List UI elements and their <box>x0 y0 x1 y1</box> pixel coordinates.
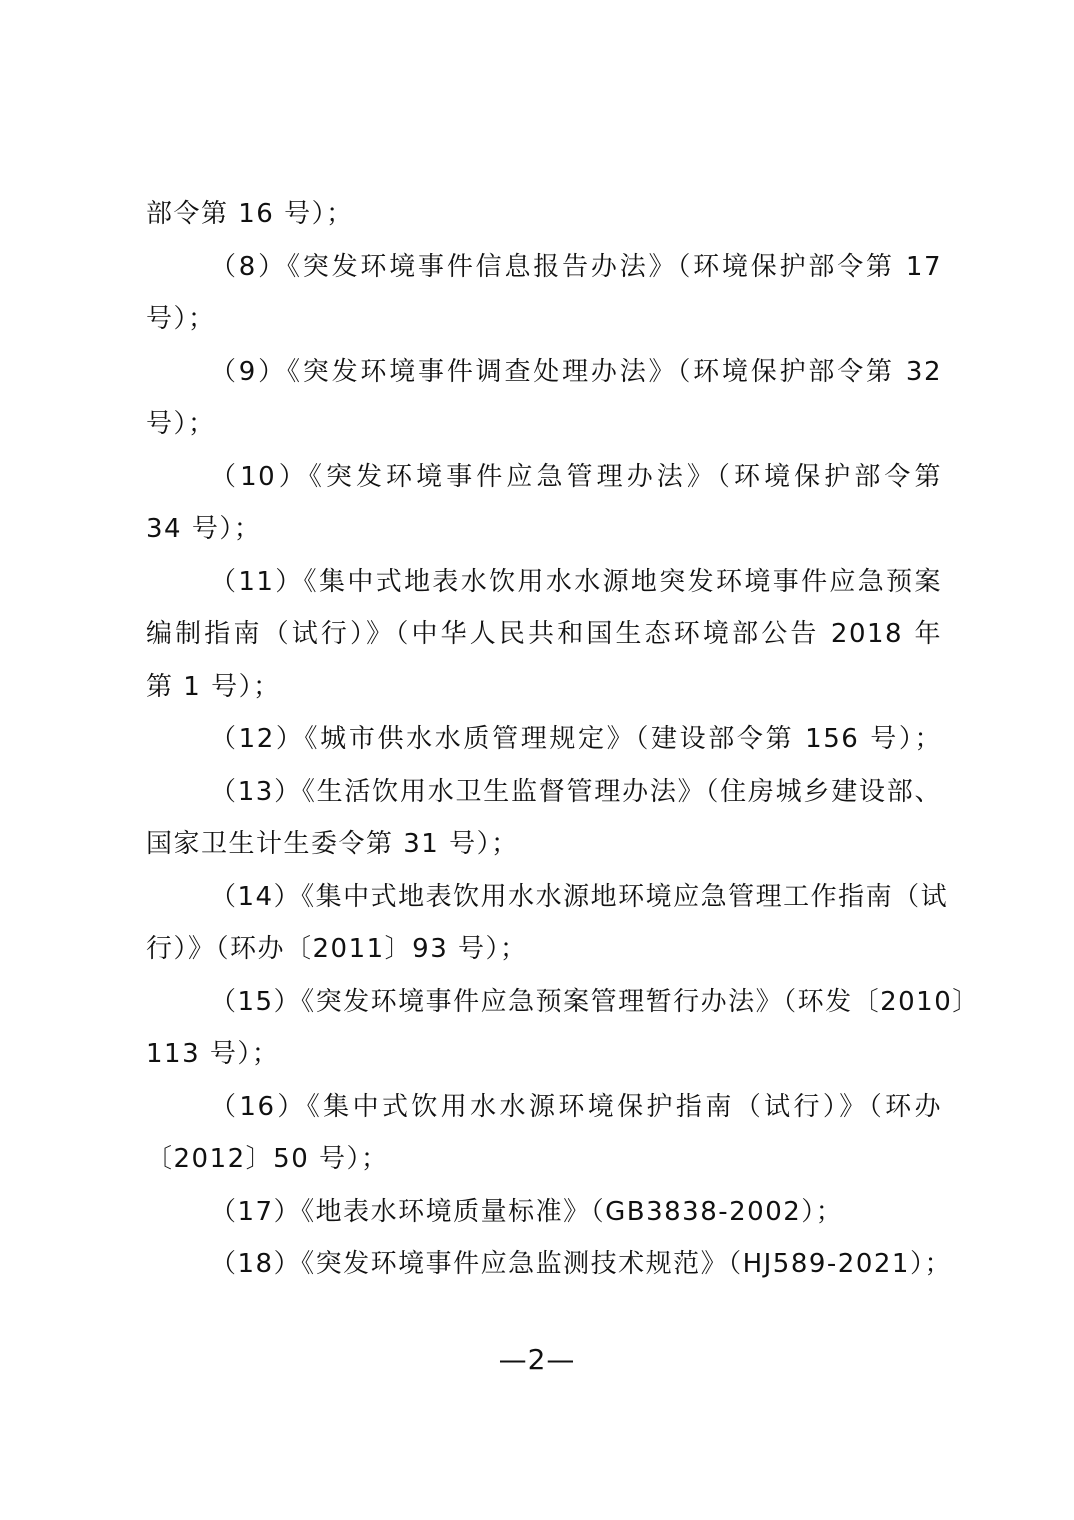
text-line: （17）《地表水环境质量标准》（GB3838-2002）； <box>210 1196 844 1227</box>
text-line: （8）《突发环境事件信息报告办法》（环境保护部令第 17 <box>210 251 942 282</box>
text-line: （15）《突发环境事件应急预案管理暂行办法》（环发〔2010〕 <box>210 986 980 1017</box>
text-line: 国家卫生计生委令第 31 号）； <box>146 829 519 859</box>
text-line: （13）《生活饮用水卫生监督管理办法》（住房城乡建设部、 <box>210 776 942 807</box>
text-line: （12）《城市供水水质管理规定》（建设部令第 156 号）； <box>210 724 942 754</box>
text-line: （14）《集中式地表饮用水水源地环境应急管理工作指南（试 <box>210 881 949 912</box>
text-line: 部令第 16 号）； <box>146 199 354 229</box>
text-line: 113 号）； <box>146 1039 280 1069</box>
text-line: （9）《突发环境事件调查处理办法》（环境保护部令第 32 <box>210 356 942 387</box>
text-line: 34 号）； <box>146 514 262 544</box>
text-line: 号）； <box>146 409 216 439</box>
text-line: （10）《突发环境事件应急管理办法》（环境保护部令第 <box>210 461 942 492</box>
text-line: 编制指南（试行）》（中华人民共和国生态环境部公告 2018 年 <box>146 619 942 649</box>
page-number: —2— <box>498 1343 576 1376</box>
text-line: 〔2012〕50 号）； <box>146 1144 389 1174</box>
text-line: 号）； <box>146 304 216 334</box>
text-line: 第 1 号）； <box>146 671 281 702</box>
text-line: （16）《集中式饮用水水源环境保护指南（试行）》（环办 <box>210 1091 942 1122</box>
text-line: 行）》（环办〔2011〕93 号）； <box>146 934 528 964</box>
document-body <box>146 188 980 1291</box>
text-line: （11）《集中式地表水饮用水水源地突发环境事件应急预案 <box>210 566 942 597</box>
text-line: （18）《突发环境事件应急监测技术规范》（HJ589-2021）； <box>210 1249 952 1279</box>
